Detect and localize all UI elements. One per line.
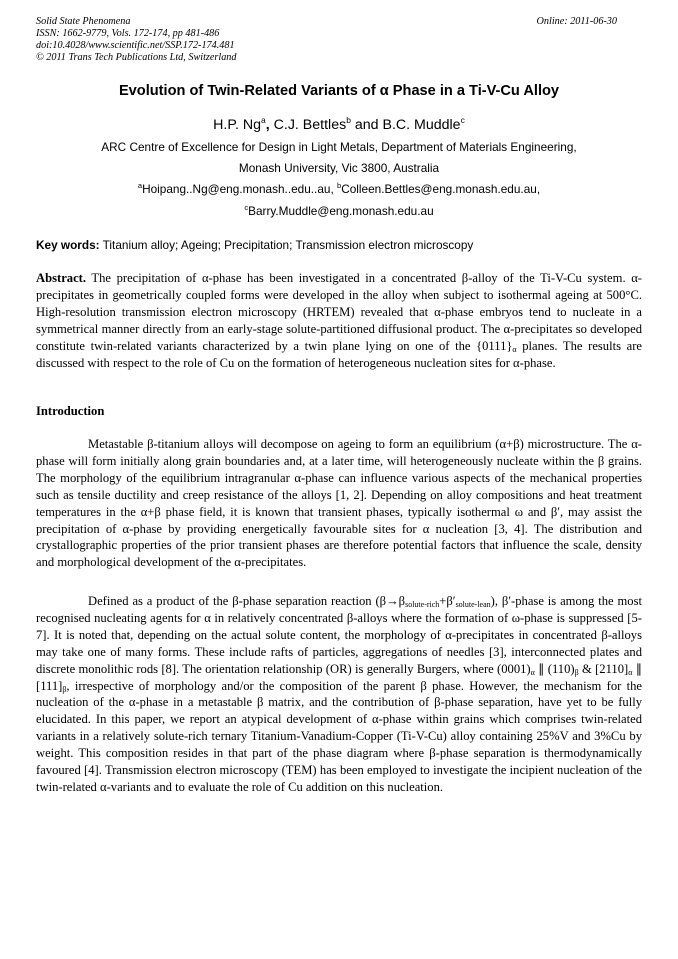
keywords (36, 238, 642, 252)
author-superscript: a (261, 115, 266, 125)
subscript: β (62, 684, 67, 694)
author-superscript: b (346, 115, 351, 125)
journal-header (36, 16, 236, 64)
paragraph-text: Defined as a product of the β-phase separation reaction (β→β (88, 594, 406, 608)
paragraph-text: ∥ (110) (534, 661, 575, 676)
author-name: C.J. Bettles (273, 117, 347, 133)
journal-name: Solid State Phenomena (36, 16, 131, 27)
subscript: β (574, 667, 579, 677)
paragraph-text: & [2110] (578, 661, 629, 676)
keywords-text: Titanium alloy; Ageing; Precipitation; Transmission electron microscopy (99, 238, 474, 252)
paper-title: Evolution of Twin-Related Variants of α Phase in a Ti-V-Cu Alloy (118, 83, 560, 99)
paragraph-text: , irrespective of morphology and/or the composition of the parent β phase. However, the mechanism for the nucleation of the α-phase in a metastable β matrix, and the contribution of β-phase separation, have yet to be fully elucidated. In this paper, we report an atypical development of α-phase within grains which comprises twin-related variants in a relatively solute-rich ternary Titanium-Vanadium-Copper (Ti-V-Cu) alloy containing 25%V and 3%Cu by weight. This composition resides in that part of the phase diagram where β-phase separation is thermodynamically favoured [4]. Transmission electron microscopy (TEM) has been employed to investigate the incipient nucleation of the twin-related α-variants and to evaluate the role of Cu addition on this nucleation. (36, 678, 642, 794)
author-list (0, 116, 678, 134)
author-superscript: c (460, 115, 465, 125)
author-name: B.C. Muddle (382, 117, 461, 133)
doi-line: doi:10.4028/www.scientific.net/SSP.172-174.481 (36, 40, 235, 51)
author-email: Colleen.Bettles@eng.monash.edu.au, (341, 182, 541, 196)
affiliation-line: ARC Centre of Excellence for Design in Light Metals, Department of Materials Engineering, (101, 140, 577, 154)
paragraph-text: ), β′-phase is among the most recognised nucleating agents for α in relatively concentrated β-alloys where the formation of ω-phase is suppressed [5-7]. It is noted that, depending on the actual solute content, the morphology of α-precipitates in concentrated β-alloys may take one of many forms. These include rafts of particles, aggregations of needles [3], interconnected plates and discrete monolithic rods [8]. The orientation relationship (OR) is generally Burgers, where (0001) (36, 594, 642, 676)
body-paragraph (36, 593, 642, 796)
email-superscript: a (137, 181, 143, 190)
issn-line: ISSN: 1662-9779, Vols. 172-174, pp 481-486 (36, 28, 220, 39)
subscript: α (512, 344, 517, 354)
abstract (36, 270, 642, 371)
author-email: Hoipang..Ng@eng.monash..edu..au, (142, 182, 338, 196)
affiliation-line: Monash University, Vic 3800, Australia (238, 161, 440, 175)
author-name: H.P. Ng (213, 117, 262, 133)
email-line (0, 204, 678, 218)
paragraph-text: ∥ [111] (36, 661, 642, 693)
online-date: Online: 2011-06-30 (536, 16, 617, 27)
section-heading-introduction: Introduction (36, 404, 105, 418)
subscript: α (628, 667, 633, 677)
email-superscript: c (244, 203, 249, 212)
author-separator: and (350, 117, 383, 133)
email-line (0, 182, 678, 196)
subscript: α (530, 667, 535, 677)
copyright-line: © 2011 Trans Tech Publications Ltd, Switzerland (36, 52, 237, 63)
keywords-label: Key words: (36, 238, 100, 252)
abstract-text: The precipitation of α-phase has been investigated in a concentrated β-alloy of the Ti-V-Cu system. α-precipitates in geometrically coupled forms were developed in the alloy when subject to isothermal ageing at 500°C. High-resolution transmission electron microscopy (HRTEM) revealed that α-phase embryos tend to nucleate in a symmetrical manner directly from an early-stage solute-partitioned diffusional product. The α-precipitates so developed constitute twin-related variants characterized by a twin plane lying on one of the {0111} (36, 271, 642, 353)
author-separator: , (265, 117, 274, 133)
author-email: Barry.Muddle@eng.monash.edu.au (248, 204, 434, 218)
subscript: solute-lean (455, 600, 491, 609)
email-superscript: b (337, 181, 342, 190)
abstract-label: Abstract. (36, 271, 87, 285)
abstract-text: planes. The results are discussed with respect to the role of Cu on the formation of heterogeneous nucleation sites for α-phase. (36, 338, 642, 370)
paragraph-text: +β′ (439, 594, 456, 608)
body-paragraph: Metastable β-titanium alloys will decompose on ageing to form an equilibrium (α+β) microstructure. The α-phase will form initially along grain boundaries and, at a later time, will heterogeneously nucleate within the β grains. The morphology of the equilibrium intragranular α-phase can influence various aspects of the mechanical properties such as tensile ductility and creep resistance of the alloys [1, 2]. Depending on alloy compositions and heat treatment temperatures in the α+β phase field, it is known that transient phases, typically isothermal ω and β′, may assist the precipitation of α-phase by providing energetically favourable sites for α nucleation [3, 4]. The distribution and crystallographic properties of the prior transient phases are therefore potential factors that influence the scale, density and morphological development of the α-precipitates. (36, 437, 642, 570)
subscript: solute-rich (405, 600, 440, 609)
